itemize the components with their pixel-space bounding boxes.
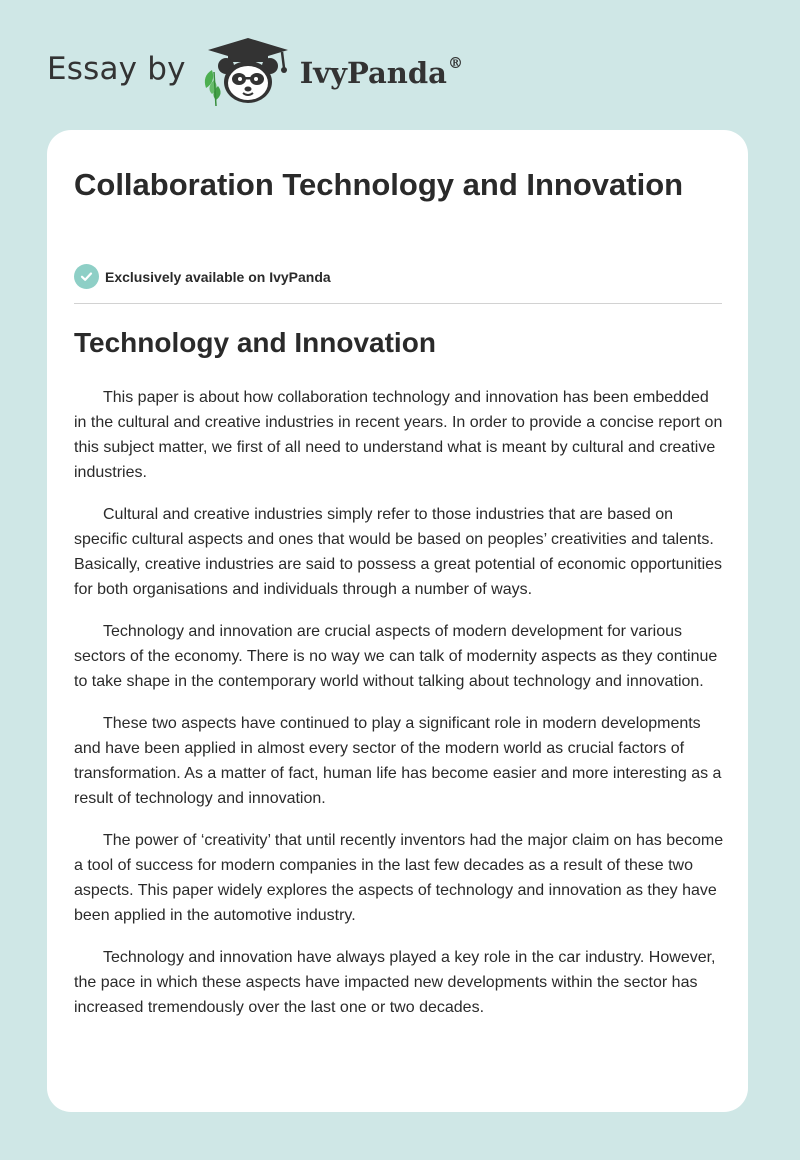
registered-mark: ® <box>447 54 463 73</box>
paragraph: Cultural and creative industries simply refer to those industries that are based on specific cultural aspects and ones that would be based on peoples’ creativities and talents. Basically, creative industries are said to possess a great potential of economic opportunities for both organisations and individuals through a number of ways. <box>74 506 723 598</box>
paragraph: Technology and innovation are crucial aspects of modern development for various sectors of the economy. There is no way we can talk of modernity aspects as they continue to take shape in the contemporary world without talking about technology and innovation. <box>74 623 718 690</box>
essay-body <box>74 385 724 1037</box>
paragraph: This paper is about how collaboration technology and innovation has been embedded in the cultural and creative industries in recent years. In order to provide a concise report on this subject matter, we first of all need to understand what is meant by cultural and creative industries. <box>74 389 723 481</box>
exclusive-badge <box>74 264 331 289</box>
essay-card <box>47 130 748 1112</box>
paragraph: Technology and innovation have always played a key role in the car industry. However, the pace in which these aspects have impacted new developments within the sector has increased tremendously over the last one or two decades. <box>74 949 716 1016</box>
paragraph: The power of ‘creativity’ that until recently inventors had the major claim on has become a tool of success for modern companies in the last few decades as a result of these two aspects. This paper widely explores the aspects of technology and innovation as they have been applied in the automotive industry. <box>74 832 724 924</box>
site-header <box>47 36 463 108</box>
page-title: Collaboration Technology and Innovation <box>74 167 684 202</box>
check-icon <box>74 264 99 289</box>
panda-graduate-logo-icon[interactable] <box>200 36 296 108</box>
section-heading: Technology and Innovation <box>74 327 436 358</box>
exclusive-badge-label: Exclusively available on IvyPanda <box>105 268 331 285</box>
divider <box>74 303 722 304</box>
paragraph: These two aspects have continued to play a significant role in modern developments and have been applied in almost every sector of the modern world as crucial factors of transformation. As a matter of fact, human life has become easier and more interesting as a result of technology and innovation. <box>74 715 722 807</box>
brand-name[interactable]: IvyPanda® <box>299 54 463 90</box>
essay-by-label: Essay by <box>47 51 186 87</box>
